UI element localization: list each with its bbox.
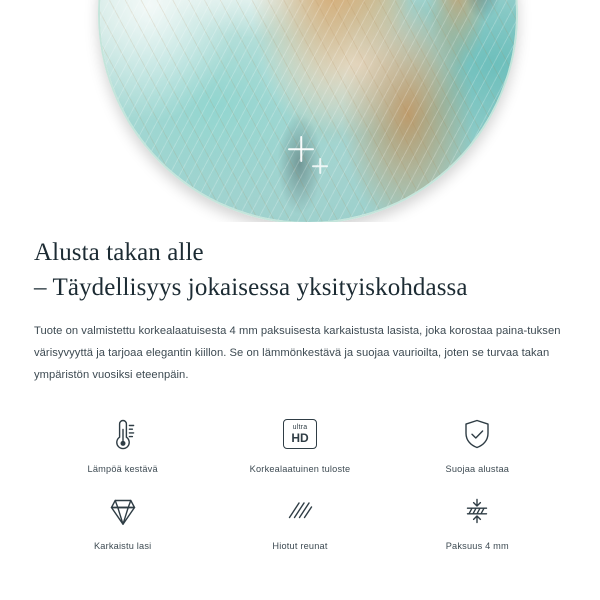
diamond-icon (103, 490, 143, 532)
feature-caption: Lämpöä kestävä (87, 463, 158, 474)
text-content (0, 236, 600, 551)
ultra-hd-badge-top: ultra (292, 423, 308, 431)
round-glass-artwork (98, 0, 518, 222)
headline-line-2: – Täydellisyys jokaisessa yksityiskohdassa (34, 273, 468, 301)
ultra-hd-icon (283, 413, 317, 455)
body-paragraph: Tuote on valmistettu korkealaatuisesta 4 mm paksuisesta karkaistusta lasista, joka korostaa paina-tuksen värisyvyyttä ja tarjoaa elegantin kiillon. Se on lämmönkestävä ja suojaa vaurioilta, joten se turvaa takan ympäristön vuosiksi eteenpäin. (34, 325, 561, 381)
feature-tempered-glass (34, 490, 211, 551)
feature-polished-edges (211, 490, 388, 551)
page-title (34, 236, 566, 305)
thickness-arrows-icon (457, 490, 497, 532)
feature-protects-surface (389, 413, 566, 474)
feature-grid (34, 413, 566, 551)
headline-line-1: Alusta takan alle (34, 239, 204, 266)
hero-image (0, 0, 600, 222)
feature-caption: Hiotut reunat (272, 540, 328, 551)
ultra-hd-badge-bottom: HD (291, 430, 309, 445)
feature-caption: Karkaistu lasi (93, 540, 152, 551)
feature-high-quality-print (211, 413, 388, 474)
feature-heat-resistant (34, 413, 211, 474)
feature-caption: Suojaa alustaa (445, 463, 510, 474)
feature-caption: Korkealaatuinen tuloste (249, 463, 351, 474)
feature-thickness (389, 490, 566, 551)
glass-sheen (100, 0, 516, 222)
feature-caption: Paksuus 4 mm (445, 540, 509, 551)
polished-edges-icon (280, 490, 320, 532)
shield-check-icon (457, 413, 497, 455)
thermometer-icon (103, 413, 143, 455)
